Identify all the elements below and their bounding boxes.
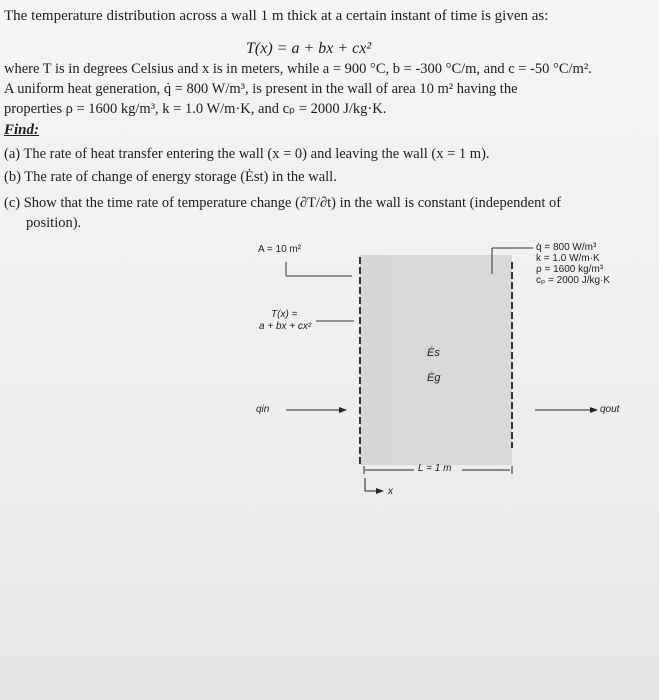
properties-line: properties ρ = 1600 kg/m³, k = 1.0 W/m·K, and cₚ = 2000 J/kg·K. xyxy=(4,101,387,117)
tx-label-line2: a + bx + cx² xyxy=(259,321,312,332)
tx-label-line1: T(x) = xyxy=(271,309,298,320)
q-in-label: qin xyxy=(256,404,270,415)
area-label: A = 10 m² xyxy=(258,244,302,255)
prop-specific-heat: cₚ = 2000 J/kg·K xyxy=(536,275,611,286)
find-heading: Find: xyxy=(4,122,40,138)
prop-generation: q̇ = 800 W/m³ xyxy=(536,242,597,253)
prop-density: ρ = 1600 kg/m³ xyxy=(536,264,604,275)
temperature-equation: T(x) = a + bx + cx² xyxy=(246,40,372,57)
q-out-label: qout xyxy=(600,404,620,415)
problem-intro: The temperature distribution across a wall 1 m thick at a certain instant of time is given as: xyxy=(4,8,549,24)
part-a: (a) The rate of heat transfer entering the wall (x = 0) and leaving the wall (x = 1 m). xyxy=(4,146,490,162)
heat-generation-line: A uniform heat generation, q̇ = 800 W/m³, is present in the wall of area 10 m² having the xyxy=(4,81,518,97)
x-axis-label: x xyxy=(388,486,393,497)
material-properties xyxy=(536,242,610,286)
energy-storage-label: Ės xyxy=(427,347,440,359)
prop-conductivity: k = 1.0 W/m·K xyxy=(536,253,600,264)
wall-slab xyxy=(360,255,512,465)
part-c: (c) Show that the time rate of temperature change (∂T/∂t) in the wall is constant (independent of xyxy=(4,195,562,211)
length-label: L = 1 m xyxy=(418,463,452,474)
part-c-continuation: position). xyxy=(26,215,82,231)
where-line: where T is in degrees Celsius and x is in meters, while a = 900 °C, b = -300 °C/m, and c = -50 °C/m². xyxy=(4,61,592,77)
energy-generation-label: Ėg xyxy=(427,372,441,384)
part-b: (b) The rate of change of energy storage (Ėst) in the wall. xyxy=(4,169,337,185)
